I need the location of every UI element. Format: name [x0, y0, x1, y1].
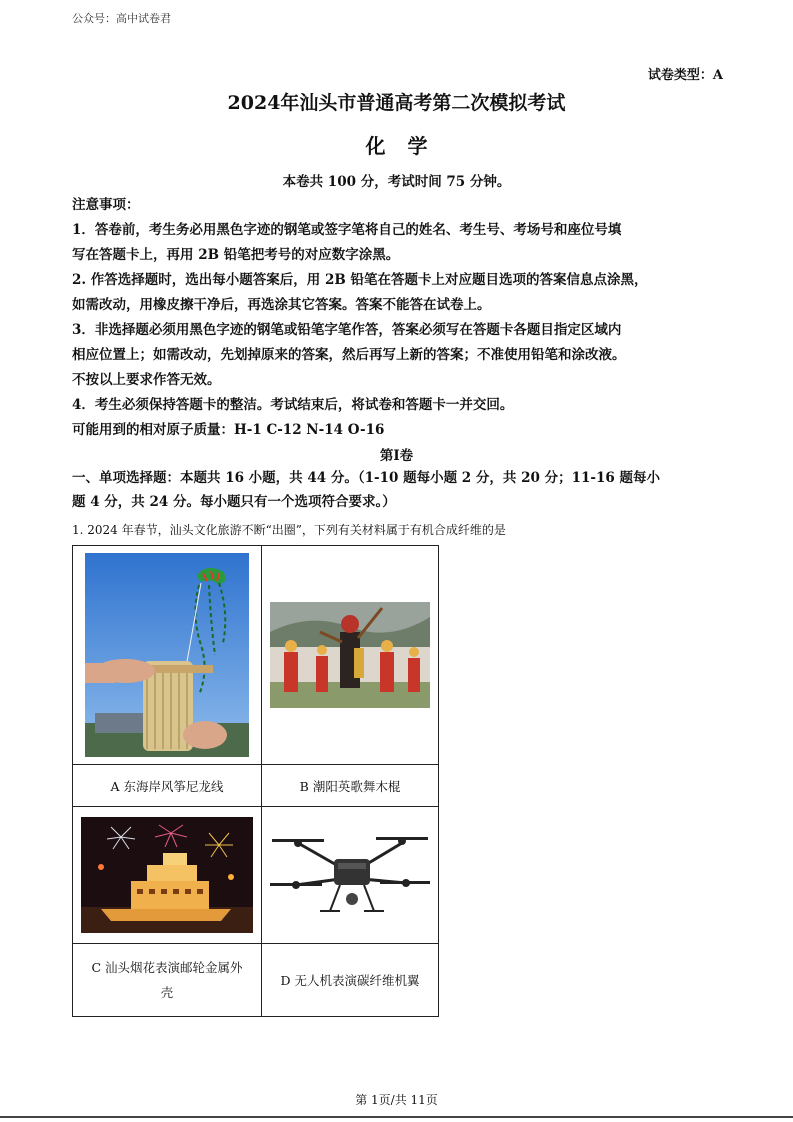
notice-line: 相应位置上；如需改动，先划掉原来的答案，然后再写上新的答案；不准使用铅笔和涂改液。 [72, 347, 626, 363]
page-footer: 第 1页/共 11页 [355, 1093, 438, 1107]
notice-block [72, 193, 737, 443]
options-table [72, 545, 439, 1017]
notice-line: 写在答题卡上，再用 2B 铅笔把考号的对应数字涂黑。 [72, 247, 400, 263]
exam-subject: 化学 [365, 134, 450, 158]
notice-line: 如需改动，用橡皮擦干净后，再选涂其它答案。答案不能答在试卷上。 [72, 297, 491, 313]
notice-heading: 注意事项： [72, 197, 140, 213]
fireworks-cruise-photo [81, 817, 253, 933]
source-note: 公众号：高中试卷君 [72, 12, 171, 25]
notice-line: 1．答卷前，考生务必用黑色字迹的钢笔或签字笔将自己的姓名、考生号、考场号和座位号填 [72, 222, 622, 238]
paper-type: 试卷类型：A [647, 68, 723, 83]
exam-meta: 本卷共 100 分，考试时间 75 分钟。 [282, 174, 511, 190]
notice-line: 不按以上要求作答无效。 [72, 372, 221, 388]
volume-heading: 第Ⅰ卷 [379, 448, 414, 464]
question-1-stem: 1. 2024 年春节，汕头文化旅游不断“出圈”，下列有关材料属于有机合成纤维的是 [72, 523, 506, 537]
option-c-label-continued: 壳 [160, 985, 174, 1000]
option-a-label-cell [73, 765, 262, 807]
option-b-image-cell [262, 546, 439, 765]
section-heading [72, 466, 732, 514]
notice-line: 4．考生必须保持答题卡的整洁。考试结束后，将试卷和答题卡一并交回。 [72, 397, 514, 413]
section-line: 题 4 分，共 24 分。每小题只有一个选项符合要求。） [72, 494, 396, 510]
option-c-image-cell [73, 807, 262, 944]
option-d-label: D 无人机表演碳纤维机翼 [280, 973, 420, 988]
option-a-label: A 东海岸风筝尼龙线 [110, 778, 224, 794]
option-c-label: C 汕头烟花表演邮轮金属外 [91, 960, 243, 975]
option-d-image-cell [262, 807, 439, 944]
option-b-label: B 潮阳英歌舞木棍 [299, 778, 401, 794]
option-c-label-cell [73, 944, 262, 1017]
drone-photo [268, 825, 432, 925]
exam-title: 2024年汕头市普通高考第二次模拟考试 [227, 92, 566, 114]
yingge-dance-photo [270, 602, 430, 708]
option-b-label-cell [262, 765, 439, 807]
notice-line: 2. 作答选择题时，选出每小题答案后，用 2B 铅笔在答题卡上对应题目选项的答案信息点涂黑， [72, 272, 648, 288]
atomic-masses: 可能用到的相对原子质量：H-1 C-12 N-14 O-16 [72, 422, 385, 438]
section-line: 一、单项选择题：本题共 16 小题，共 44 分。（1-10 题每小题 2 分，共 20 分；11-16 题每小 [72, 470, 660, 486]
option-a-image-cell [73, 546, 262, 765]
kite-photo [85, 553, 249, 757]
option-d-label-cell [262, 944, 439, 1017]
bottom-rule [0, 1116, 793, 1118]
notice-line: 3．非选择题必须用黑色字迹的钢笔或铅笔字笔作答，答案必须写在答题卡各题目指定区域内 [72, 322, 622, 338]
